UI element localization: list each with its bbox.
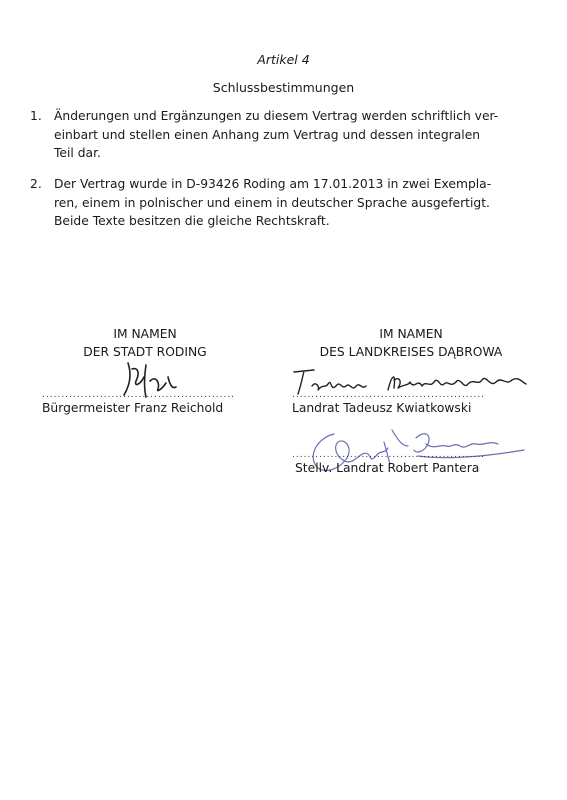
signatory-name: Stellv. Landrat Robert Pantera xyxy=(295,461,480,475)
clause-line: Der Vertrag wurde in D-93426 Roding am 17.01.2013 in zwei Exempla- xyxy=(54,177,492,191)
signature-line: .................................................. xyxy=(292,390,486,400)
signature-heading: IM NAMEN xyxy=(379,327,443,341)
clause-2 xyxy=(30,175,530,231)
article-heading: Artikel 4 xyxy=(257,52,310,67)
signature-heading: IM NAMEN xyxy=(113,327,177,341)
clause-line: Beide Texte besitzen die gleiche Rechtskraft. xyxy=(54,214,330,228)
signatory-name: Bürgermeister Franz Reichold xyxy=(42,401,224,415)
signature-line: .................................................. xyxy=(42,390,236,400)
clause-1 xyxy=(30,107,530,163)
clause-number: 1. xyxy=(30,109,42,123)
clause-number: 2. xyxy=(30,177,42,191)
signatory-name: Landrat Tadeusz Kwiatkowski xyxy=(292,401,472,415)
section-title: Schlussbestimmungen xyxy=(212,80,355,95)
clause-line: Änderungen und Ergänzungen zu diesem Vertrag werden schriftlich ver- xyxy=(54,109,499,123)
clause-line: ren, einem in polnischer und einem in deutscher Sprache ausgefertigt. xyxy=(54,195,490,210)
signature-heading: DES LANDKREISES DĄBROWA xyxy=(319,345,503,359)
clause-line: Teil dar. xyxy=(54,146,101,160)
clause-line: einbart und stellen einen Anhang zum Vertrag und dessen integralen xyxy=(54,127,481,142)
signature-block-dabrowa xyxy=(296,325,526,361)
signature-heading: DER STADT RODING xyxy=(83,345,207,359)
signature-line: .................................................. xyxy=(292,450,486,460)
